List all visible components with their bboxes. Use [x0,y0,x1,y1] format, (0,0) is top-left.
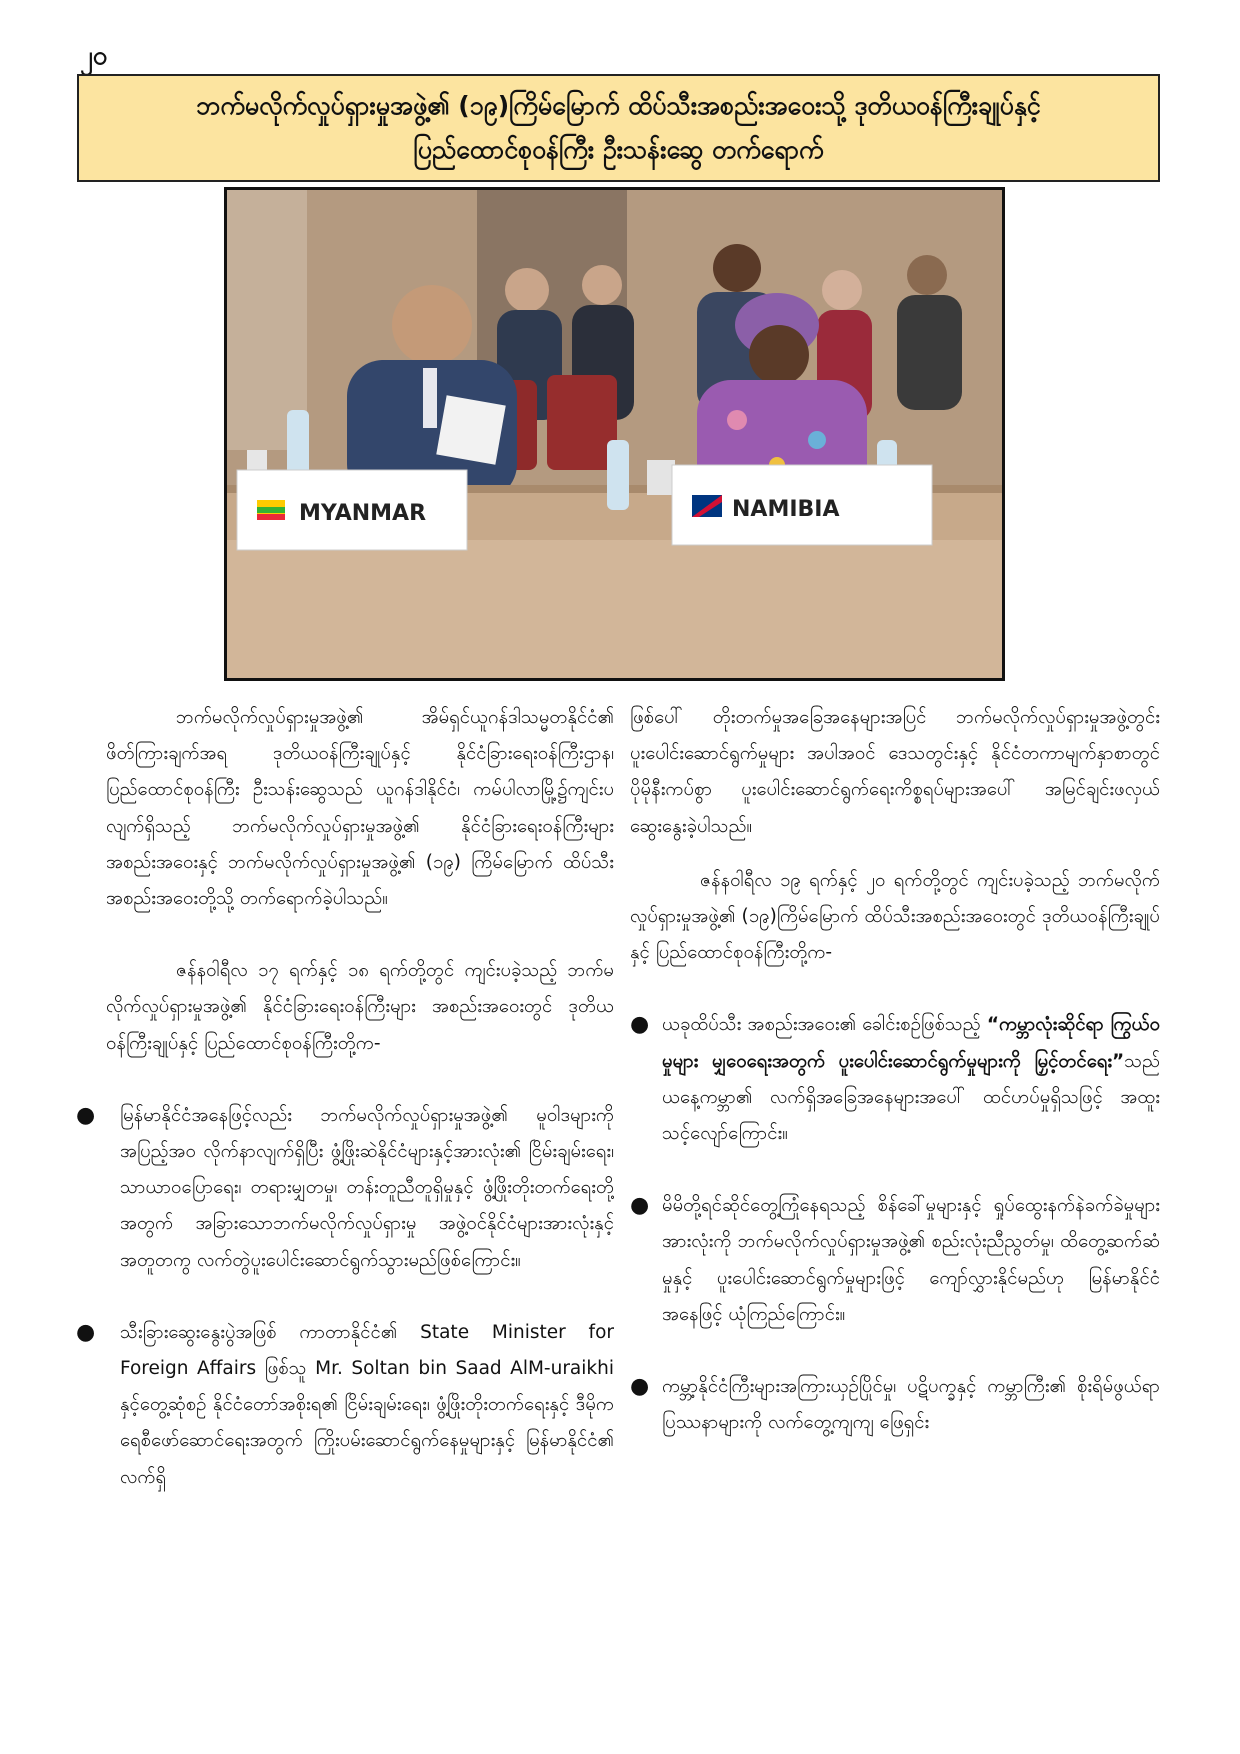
list-item-text: ကမ္ဘာ့နိုင်ငံကြီးများအကြားယှဉ်ပြိုင်မှု၊ ပဋိပက္ခနှင့် ကမ္ဘာကြီး၏ စိုးရိမ်ဖွယ်ရာ ပြဿနာများကို လက်တွေ့ကျကျ ဖြေရှင်း [662,1376,1160,1434]
list-item-text-before: ယခုထိပ်သီး အစည်းအဝေး၏ ခေါင်းစဉ်ဖြစ်သည့် [662,1014,987,1036]
placard-namibia: NAMIBIA [732,497,840,522]
list-item [630,1007,1160,1152]
left-column [76,700,614,1532]
list-item-text-after: သည် ယနေ့ကမ္ဘာ၏ လက်ရှိအခြေအနေများအပေါ် ထင်ဟပ်မှုရှိသဖြင့် အထူးသင့်လျော်ကြောင်း။ [662,1050,1160,1145]
page-number: ၂၀ [80,41,108,71]
list-item [76,1098,614,1279]
headline-line-1: ဘက်မလိုက်လှုပ်ရှားမှုအဖွဲ့၏ (၁၉)ကြိမ်မြောက် ထိပ်သီးအစည်းအဝေးသို့ ဒုတိယဝန်ကြီးချုပ်နှင့် [196,91,1041,120]
list-item-text: မိမိတို့ရင်ဆိုင်တွေ့ကြုံနေရသည့် စိန်ခေါ်မှုများနှင့် ရှုပ်ထွေးနက်နဲခက်ခဲမှုများအားလုံးကို ဘက်မလိုက်လှုပ်ရှားမှုအဖွဲ့၏ စည်းလုံးညီညွတ်မှု၊ ထိတွေ့ဆက်ဆံမှုနှင့် ပူးပေါင်းဆောင်ရွက်မှုများဖြင့် ကျော်လွှားနိုင်မည်ဟု မြန်မာနိုင်ငံအနေဖြင့် ယုံကြည်ကြောင်း။ [662,1195,1160,1325]
bullet-icon: ● [76,1102,96,1128]
summit-paragraph: ဇန်နဝါရီလ ၁၉ ရက်နှင့် ၂၀ ရက်တို့တွင် ကျင်းပခဲ့သည့် ဘက်မလိုက်လှုပ်ရှားမှုအဖွဲ့၏ (၁၉)ကြိမ်မြောက် ထိပ်သီးအစည်းအဝေးတွင် ဒုတိယဝန်ကြီးချုပ်နှင့် ပြည်ထောင်စုဝန်ကြီးတို့က- [630,869,1160,964]
ministers-meeting-paragraph: ဇန်နဝါရီလ ၁၇ ရက်နှင့် ၁၈ ရက်တို့တွင် ကျင်းပခဲ့သည့် ဘက်မလိုက်လှုပ်ရှားမှုအဖွဲ့၏ နိုင်ငံခြားရေးဝန်ကြီးများ အစည်းအဝေးတွင် ဒုတိယဝန်ကြီးချုပ်နှင့် ပြည်ထောင်စုဝန်ကြီးတို့က- [106,960,614,1054]
list-item-text: မြန်မာနိုင်ငံအနေဖြင့်လည်း ဘက်မလိုက်လှုပ်ရှားမှုအဖွဲ့၏ မူဝါဒများကို အပြည့်အဝ လိုက်နာလျက်ရှိပြီး ဖွံ့ဖြိုးဆဲနိုင်ငံများနှင့်အားလုံး၏ ငြိမ်းချမ်းရေး၊ သာယာဝပြောရေး၊ တရားမျှတမှု၊ တန်းတူညီတူရှိမှုနှင့် ဖွံ့ဖြိုးတိုးတက်ရေးတို့အတွက် အခြားသောဘက်မလိုက်လှုပ်ရှားမှု အဖွဲ့ဝင်နိုင်ငံများအားလုံးနှင့် အတူတကွ လက်တွဲပူးပေါင်းဆောင်ရွက်သွားမည်ဖြစ်ကြောင်း။ [120,1104,614,1271]
list-item [630,1188,1160,1333]
bullet-icon: ● [76,1319,96,1345]
bullet-icon: ● [630,1012,650,1038]
list-item [630,1369,1160,1441]
bullet-icon: ● [630,1374,650,1400]
right-column [630,700,1160,1477]
right-bullet-list [630,1007,1160,1441]
list-item [76,1315,614,1496]
list-item-text: သီးခြားဆွေးနွေးပွဲအဖြစ် ကာတာနိုင်ငံ၏ State Minister for Foreign Affairs ဖြစ်သူ Mr. Soltan bin Saad AlM-uraikhi နှင့်တွေ့ဆုံစဉ် နိုင်ငံတော်အစိုးရ၏ ငြိမ်းချမ်းရေး၊ ဖွံ့ဖြိုးတိုးတက်ရေးနှင့် ဒီမိုကရေစီဖော်ဆောင်ရေးအတွက် ကြိုးပမ်းဆောင်ရွက်နေမှုများနှင့် မြန်မာနိုင်ငံ၏ လက်ရှိ [120,1321,614,1488]
placard-myanmar: MYANMAR [299,501,427,526]
bullet-icon: ● [630,1193,650,1219]
headline-line-2: ပြည်ထောင်စုဝန်ကြီး ဦးသန်းဆွေ တက်ရောက် [413,135,824,164]
intro-paragraph: ဘက်မလိုက်လှုပ်ရှားမှုအဖွဲ့၏ အိမ်ရှင်ယူဂန်ဒါသမ္မတနိုင်ငံ၏ ဖိတ်ကြားချက်အရ ဒုတိယဝန်ကြီးချုပ်နှင့် နိုင်ငံခြားရေးဝန်ကြီးဌာန၊ ပြည်ထောင်စုဝန်ကြီး ဦးသန်းဆွေသည် ယူဂန်ဒါနိုင်ငံ၊ ကမ်ပါလာမြို့၌ကျင်းပလျက်ရှိသည့် ဘက်မလိုက်လှုပ်ရှားမှုအဖွဲ့၏ နိုင်ငံခြားရေးဝန်ကြီးများ အစည်းအဝေးနှင့် ဘက်မလိုက်လှုပ်ရှားမှုအဖွဲ့၏ (၁၉) ကြိမ်မြောက် ထိပ်သီးအစည်းအဝေးတို့သို့ တက်ရောက်ခဲ့ပါသည်။ [106,707,614,910]
left-bullet-list [76,1098,614,1496]
continued-paragraph: ဖြစ်ပေါ် တိုးတက်မှုအခြေအနေများအပြင် ဘက်မလိုက်လှုပ်ရှားမှုအဖွဲ့တွင်း ပူးပေါင်းဆောင်ရွက်မှုများ အပါအဝင် ဒေသတွင်းနှင့် နိုင်ငံတကာမျက်နှာစာတွင် ပိုမိုနီးကပ်စွာ ပူးပေါင်းဆောင်ရွက်ရေးကိစ္စရပ်များအပေါ် အမြင်ချင်းဖလှယ် ဆွေးနွေးခဲ့ပါသည်။ [630,707,1160,837]
headline-box [77,74,1160,182]
meeting-photo [224,187,1005,681]
summit-theme: “ကမ္ဘာလုံးဆိုင်ရာ ကြွယ်ဝမှုများ မျှဝေရေးအတွက် ပူးပေါင်းဆောင်ရွက်မှုများကို မြှင့်တင်ရေး” [662,1014,1160,1072]
